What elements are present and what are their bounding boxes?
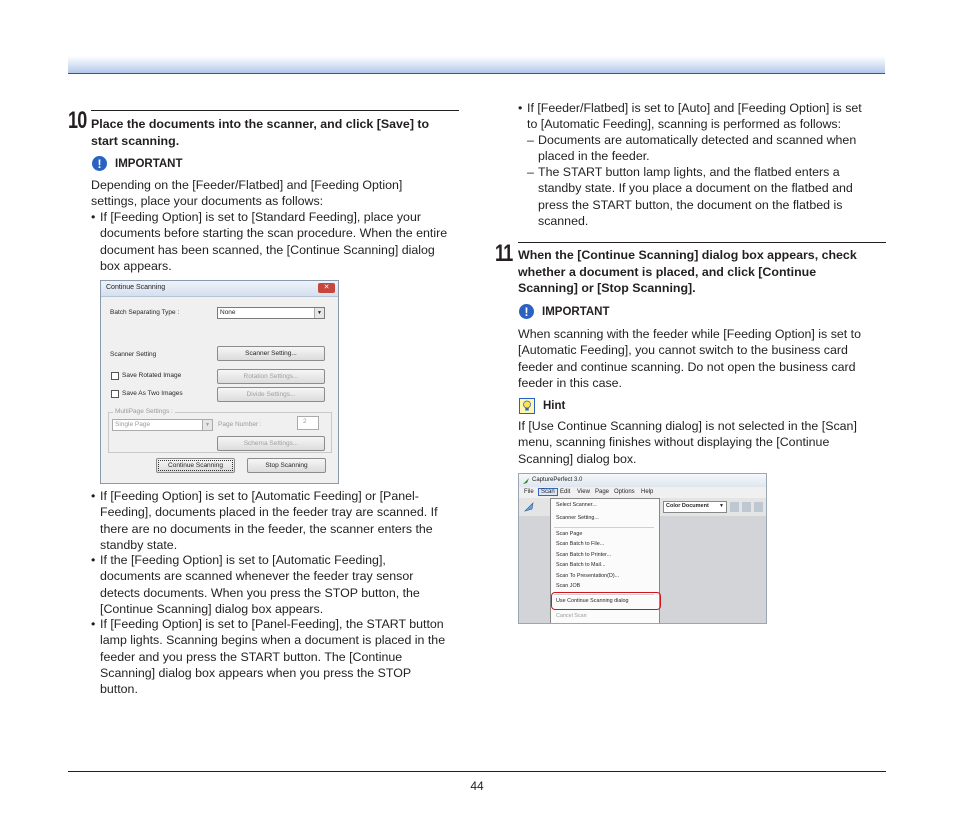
important-text bbox=[518, 326, 888, 391]
hint-label: Hint bbox=[543, 400, 566, 412]
text-line: The START button lamp lights, and the flatbed enters a bbox=[538, 165, 840, 179]
menu-item-scan-batch-file[interactable]: Scan Batch to File... bbox=[556, 541, 605, 547]
menu-item-scan-presentation[interactable]: Scan To Presentation(D)... bbox=[556, 573, 620, 579]
color-mode-select[interactable] bbox=[663, 501, 727, 513]
menu-item-select-scanner[interactable]: Select Scanner... bbox=[556, 502, 597, 508]
text-line: settings, place your documents as follows: bbox=[91, 194, 324, 209]
page-number-field[interactable] bbox=[297, 416, 319, 430]
save-two-images-label: Save As Two Images bbox=[122, 390, 183, 397]
text-line: If [Feeding Option] is set to [Standard Feeding], place your bbox=[100, 210, 421, 224]
app-logo-icon bbox=[522, 477, 530, 485]
list-item: • If [Feeder/Flatbed] is set to [Auto] and [Feeding Option] is set to [Automatic Feeding], scanning is performed as follows: bbox=[518, 100, 888, 133]
text-line: feeder and you press the START button. The [Continue bbox=[100, 649, 403, 664]
step-title-line: Place the documents into the scanner, and click [Save] to bbox=[91, 117, 430, 131]
list-item: • If [Feeding Option] is set to [Automatic Feeding] or [Panel- Feeding], documents placed in the feeder tray are scanned. If there are no documents in the feeder, the scanner enters the standby state. bbox=[91, 488, 461, 553]
batch-separating-value: None bbox=[220, 309, 236, 316]
step-number: 11 bbox=[495, 240, 513, 267]
menu-edit[interactable]: Edit bbox=[560, 489, 571, 495]
scan-tool-icon[interactable] bbox=[523, 501, 535, 513]
multipage-label: MultiPage Settings : bbox=[115, 408, 173, 415]
chevron-down-icon: ▼ bbox=[202, 420, 212, 430]
menu-item-scan-batch-mail[interactable]: Scan Batch to Mail... bbox=[556, 562, 606, 568]
text-line: Depending on the [Feeder/Flatbed] and [Feeding Option] bbox=[91, 178, 403, 192]
menu-item-scanner-setting[interactable]: Scanner Setting... bbox=[556, 515, 599, 521]
menu-item-use-continue-scanning[interactable]: Use Continue Scanning dialog bbox=[556, 598, 629, 604]
color-mode-value: Color Document bbox=[666, 503, 709, 509]
step-title bbox=[518, 247, 888, 297]
continue-scanning-button[interactable]: Continue Scanning bbox=[156, 458, 235, 473]
toolbar-icons[interactable] bbox=[729, 501, 765, 513]
sub-list-item: – Documents are automatically detected and scanned when placed in the feeder. bbox=[527, 132, 887, 165]
app-menubar bbox=[519, 487, 766, 498]
important-heading bbox=[92, 156, 183, 171]
menu-item-scan-batch-printer[interactable]: Scan Batch to Printer... bbox=[556, 552, 612, 558]
text-line: placed in the feeder. bbox=[538, 149, 650, 164]
continue-scanning-dialog bbox=[100, 280, 339, 484]
text-line: Scanning] dialog box. bbox=[518, 451, 637, 466]
single-page-value: Single Page bbox=[115, 421, 151, 428]
chevron-down-icon: ▼ bbox=[719, 503, 724, 509]
important-label: IMPORTANT bbox=[115, 157, 183, 170]
hint-text bbox=[518, 418, 888, 467]
captureperfect-screenshot bbox=[518, 473, 767, 624]
dialog-title: Continue Scanning bbox=[106, 284, 166, 291]
text-line: Scanning] dialog box appears when you press the STOP bbox=[100, 665, 412, 680]
hint-heading bbox=[519, 398, 565, 414]
text-line: If [Use Continue Scanning dialog] is not selected in the [Scan] bbox=[518, 419, 857, 433]
save-two-images-checkbox[interactable] bbox=[111, 390, 119, 398]
text-line: lamp lights. Scanning begins when a document is placed in the bbox=[100, 633, 446, 648]
menu-item-cancel-scan[interactable]: Cancel Scan bbox=[556, 613, 587, 619]
text-line: feeder and continue scanning. Do not open the business card bbox=[518, 359, 856, 374]
menu-divider bbox=[554, 527, 654, 528]
step-rule bbox=[518, 242, 886, 243]
sub-list-item: – The START button lamp lights, and the flatbed enters a standby state. If you place a document on the flatbed and press the START button, the document on the flatbed is scanned. bbox=[527, 164, 887, 229]
step-title bbox=[91, 116, 461, 149]
text-line: box appears. bbox=[100, 258, 172, 273]
step-title-line: Scanning] or [Stop Scanning]. bbox=[518, 281, 696, 295]
menu-view[interactable]: View bbox=[577, 489, 590, 495]
schema-settings-button[interactable]: Schema Settings... bbox=[217, 436, 325, 451]
text-line: [Automatic Feeding], you cannot switch to the business card bbox=[518, 343, 848, 358]
rotation-settings-button[interactable]: Rotation Settings... bbox=[217, 369, 325, 384]
dialog-titlebar bbox=[101, 281, 338, 297]
important-text bbox=[91, 177, 461, 210]
text-line: to [Automatic Feeding], scanning is performed as follows: bbox=[527, 117, 842, 132]
header-band bbox=[68, 56, 885, 74]
menu-scan[interactable]: Scan bbox=[538, 488, 558, 496]
chevron-down-icon: ▼ bbox=[314, 308, 324, 318]
scanner-setting-label: Scanner Setting bbox=[110, 351, 157, 358]
text-line: button. bbox=[100, 682, 138, 697]
save-rotated-checkbox[interactable] bbox=[111, 372, 119, 380]
important-icon: ! bbox=[92, 156, 107, 171]
scanner-setting-button[interactable]: Scanner Setting... bbox=[217, 346, 325, 361]
multipage-select[interactable] bbox=[112, 419, 213, 431]
text-line: If [Feeder/Flatbed] is set to [Auto] and [Feeding Option] is set bbox=[527, 101, 862, 115]
footer-rule bbox=[68, 771, 886, 772]
list-item: • If [Feeding Option] is set to [Panel-Feeding], the START button lamp lights. Scanning begins when a document is placed in the feeder and you press the START button. The [Continue Scanning] dialog box appears when you press the STOP button. bbox=[91, 616, 461, 697]
important-heading bbox=[519, 304, 610, 319]
text-line: documents are scanned whenever the feeder tray sensor bbox=[100, 569, 414, 584]
step-number: 10 bbox=[68, 107, 87, 134]
app-titlebar bbox=[519, 474, 766, 487]
lightbulb-icon bbox=[519, 398, 535, 414]
text-line: documents before starting the scan procedure. When the entire bbox=[100, 226, 448, 241]
text-line: standby state. bbox=[100, 537, 178, 552]
step-title-line: whether a document is placed, and click [Continue bbox=[518, 264, 817, 279]
text-line: When scanning with the feeder while [Feeding Option] is set to bbox=[518, 327, 861, 341]
list-item: • If [Feeding Option] is set to [Standard Feeding], place your documents before starting the scan procedure. When the entire document has been scanned, the [Continue Scanning] dialog box appears. bbox=[91, 209, 461, 274]
text-line: Documents are automatically detected and scanned when bbox=[538, 133, 857, 147]
text-line: standby state. If you place a document on the flatbed and bbox=[538, 181, 853, 196]
menu-item-scan-page[interactable]: Scan Page bbox=[556, 531, 583, 537]
list-item: • If the [Feeding Option] is set to [Automatic Feeding], documents are scanned whenever the feeder tray sensor detects documents. When you press the STOP button, the [Continue Scanning] dialog box appears. bbox=[91, 552, 461, 617]
menu-help[interactable]: Help bbox=[641, 489, 654, 495]
menu-item-scan-job[interactable]: Scan JOB bbox=[556, 583, 581, 589]
text-line: document has been scanned, the [Continue Scanning] dialog bbox=[100, 242, 435, 257]
highlight-outline bbox=[551, 592, 661, 610]
text-line: scanned. bbox=[538, 213, 589, 228]
text-line: If [Feeding Option] is set to [Automatic Feeding] or [Panel- bbox=[100, 489, 419, 503]
text-line: there are no documents in the feeder, the scanner enters the bbox=[100, 521, 433, 536]
text-line: Feeding], documents placed in the feeder tray are scanned. If bbox=[100, 505, 438, 520]
batch-separating-label: Batch Separating Type : bbox=[110, 309, 180, 316]
app-title: CapturePerfect 3.0 bbox=[532, 477, 583, 483]
menu-options[interactable]: Options bbox=[614, 489, 635, 495]
page-number-value: 2 bbox=[303, 418, 307, 425]
text-line: feeder in this case. bbox=[518, 375, 623, 390]
text-line: If [Feeding Option] is set to [Panel-Feeding], the START button bbox=[100, 617, 444, 631]
text-line: If the [Feeding Option] is set to [Automatic Feeding], bbox=[100, 553, 386, 567]
important-label: IMPORTANT bbox=[542, 305, 610, 318]
important-icon: ! bbox=[519, 304, 534, 319]
page-number-label: Page Number : bbox=[218, 421, 262, 428]
save-rotated-label: Save Rotated Image bbox=[122, 372, 182, 379]
step-title-line: When the [Continue Scanning] dialog box appears, check bbox=[518, 248, 857, 262]
text-line: detects documents. When you press the STOP button, the bbox=[100, 585, 420, 600]
text-line: [Continue Scanning] dialog box appears. bbox=[100, 601, 324, 616]
text-line: menu, scanning finishes without displaying the [Continue bbox=[518, 435, 830, 450]
divide-settings-button[interactable]: Divide Settings... bbox=[217, 387, 325, 402]
page-number: 44 bbox=[470, 779, 484, 793]
step-rule bbox=[91, 110, 459, 111]
stop-scanning-button[interactable]: Stop Scanning bbox=[247, 458, 326, 473]
step-title-line: start scanning. bbox=[91, 133, 180, 148]
menu-file[interactable]: File bbox=[524, 489, 534, 495]
menu-page[interactable]: Page bbox=[595, 489, 610, 495]
batch-separating-select[interactable] bbox=[217, 307, 325, 319]
close-icon[interactable]: ✕ bbox=[318, 283, 335, 293]
text-line: press the START button, the document on the flatbed is bbox=[538, 197, 843, 212]
